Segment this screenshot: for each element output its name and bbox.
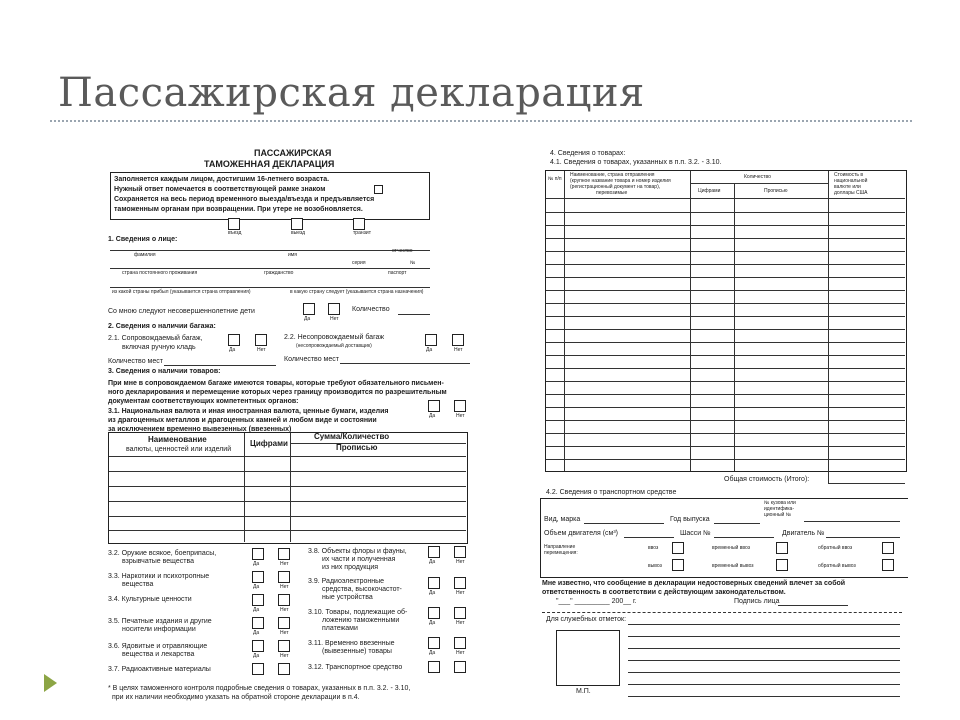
reexport-label: обратный вывоз xyxy=(818,563,856,569)
official-line[interactable] xyxy=(628,672,900,673)
goods-table xyxy=(545,170,907,472)
goods-table-row[interactable] xyxy=(546,446,905,447)
official-line[interactable] xyxy=(628,696,900,697)
goods-table-row[interactable] xyxy=(546,407,905,408)
temp-export-checkbox[interactable] xyxy=(776,559,788,571)
first-name-label: имя xyxy=(288,252,297,258)
item-3-2: 3.2. Оружие всякое, боеприпасы, xyxy=(108,550,217,557)
no-label: Нет xyxy=(280,630,289,636)
currency-text: за исключением временно вывезенных (ввезенных) xyxy=(108,426,292,433)
table-header-words: Прописью xyxy=(336,443,378,452)
table-row[interactable] xyxy=(109,486,466,487)
yes-label: Да xyxy=(253,584,260,590)
table-row[interactable] xyxy=(109,516,466,517)
transit-label: транзит xyxy=(353,230,371,236)
direction-label: Направление xyxy=(544,544,576,550)
instruction-line: Заполняется каждым лицом, достигшим 16-летнего возраста. xyxy=(114,176,330,183)
official-line[interactable] xyxy=(628,660,900,661)
item-yes-checkbox[interactable] xyxy=(428,546,440,558)
item-3-5: 3.5. Печатные издания и другие xyxy=(108,618,212,625)
section-4-1-heading: 4.1. Сведения о товарах, указанных в п.п. 3.2. - 3.10. xyxy=(550,159,722,166)
reexport-checkbox[interactable] xyxy=(882,559,894,571)
col-name-header: Наименование, страна отправления xyxy=(570,172,655,178)
yes-label: Да xyxy=(429,620,436,626)
residence-label: страна постоянного проживания xyxy=(122,270,198,276)
item-3-12: 3.12. Транспортное средство xyxy=(308,664,403,671)
yes-label: Да xyxy=(253,607,260,613)
goods-table-row[interactable] xyxy=(546,251,905,252)
engine-number-label: Двигатель № xyxy=(782,530,825,537)
form-header-line1: ПАССАЖИРСКАЯ xyxy=(254,148,332,158)
instruction-sample-box xyxy=(374,185,383,194)
baggage-unaccompanied-sub: (несопровождаемый доставщик) xyxy=(296,343,372,349)
col-value-header: национальной xyxy=(834,178,868,184)
item-no-checkbox[interactable] xyxy=(454,661,466,673)
official-marks-label: Для служебных отметок: xyxy=(546,616,627,623)
accompanied-yes-checkbox[interactable] xyxy=(228,334,240,346)
yes-label: Да xyxy=(253,653,260,659)
col-value-header: Стоимость в xyxy=(834,172,864,178)
vin-label: идентифика- xyxy=(764,506,794,512)
no-label: Нет xyxy=(456,590,465,596)
unaccompanied-no-checkbox[interactable] xyxy=(452,334,464,346)
goods-table-row[interactable] xyxy=(546,329,905,330)
instruction-line: таможенным органам при возвращении. При утере не возобновляется. xyxy=(114,206,363,213)
minors-no-checkbox[interactable] xyxy=(328,303,340,315)
reimport-label: обратный ввоз xyxy=(818,545,853,551)
declaration-back-page xyxy=(536,140,908,712)
section-3-text: При мне в сопровождаемом багаже имеются товары, которые требуют обязательного письмен- xyxy=(108,380,444,387)
goods-table-row[interactable] xyxy=(546,433,905,434)
accompanied-no-checkbox[interactable] xyxy=(255,334,267,346)
patronymic-label: отчество xyxy=(392,248,413,254)
col-value-header: валюте или xyxy=(834,184,861,190)
goods-table-row[interactable] xyxy=(546,420,905,421)
currency-no-checkbox[interactable] xyxy=(454,400,466,412)
official-line[interactable] xyxy=(628,636,900,637)
goods-table-row[interactable] xyxy=(546,225,905,226)
yes-label: Да xyxy=(253,561,260,567)
item-yes-checkbox[interactable] xyxy=(252,617,264,629)
entry-checkbox[interactable] xyxy=(228,218,240,230)
item-no-checkbox[interactable] xyxy=(454,637,466,649)
import-checkbox[interactable] xyxy=(672,542,684,554)
engine-number-field[interactable] xyxy=(826,537,900,538)
declaration-front-page xyxy=(104,140,476,712)
table-row[interactable] xyxy=(109,501,466,502)
cut-line xyxy=(542,612,902,613)
exit-label: выезд xyxy=(291,230,306,236)
instruction-line: Сохраняется на весь период временного выезда/въезда и предъявляется xyxy=(114,196,375,203)
goods-table-row[interactable] xyxy=(546,277,905,278)
entry-label: въезд xyxy=(228,230,242,236)
currency-yes-checkbox[interactable] xyxy=(428,400,440,412)
title-divider xyxy=(50,120,912,122)
export-label: вывоз xyxy=(648,563,662,569)
goods-table-row[interactable] xyxy=(546,342,905,343)
item-3-8-sub2: из них продукция xyxy=(322,564,379,571)
col-digits-header: Цифрами xyxy=(698,188,721,194)
chassis-label: Шасси № xyxy=(680,530,711,537)
yes-label: Да xyxy=(429,413,436,419)
yes-label: Да xyxy=(304,316,311,322)
vehicle-make-field[interactable] xyxy=(584,523,664,524)
official-line[interactable] xyxy=(628,684,900,685)
no-label: Нет xyxy=(456,413,465,419)
temp-import-label: временный ввоз xyxy=(712,545,751,551)
footnote-line: при их наличии необходимо указать на обратной стороне декларации в п.4. xyxy=(112,694,360,701)
engine-volume-field[interactable] xyxy=(624,537,674,538)
no-label: Нет xyxy=(257,347,266,353)
item-no-checkbox[interactable] xyxy=(454,607,466,619)
section-3-text: документам соответствующих компетентных органов: xyxy=(108,398,299,405)
reimport-checkbox[interactable] xyxy=(882,542,894,554)
footnote-line: * В целях таможенного контроля подробные сведения о товарах, указанных в п.п. 3.2. - 3.10, xyxy=(108,685,411,692)
item-yes-checkbox[interactable] xyxy=(252,548,264,560)
item-3-11-sub: (вывезенные) товары xyxy=(322,648,392,655)
item-3-2-sub: взрывчатые вещества xyxy=(122,558,194,565)
yes-label: Да xyxy=(229,347,236,353)
origin-country-label: из какой страны прибыл (указывается страна отправления) xyxy=(112,289,251,295)
col-value-header: доллары США xyxy=(834,190,868,196)
passport-line[interactable] xyxy=(110,268,430,269)
col-name-header: перевозимые xyxy=(596,190,628,196)
yes-label: Да xyxy=(426,347,433,353)
currency-text: из драгоценных металлов и драгоценных камней и любом виде и состоянии xyxy=(108,417,377,424)
vehicle-year-field[interactable] xyxy=(714,523,760,524)
no-label: Нет xyxy=(456,620,465,626)
instruction-line: Нужный ответ помечается в соответствующей рамке знаком xyxy=(114,186,326,193)
total-label: Общая стоимость (Итого): xyxy=(724,476,810,483)
signature-label: Подпись лица xyxy=(734,598,780,605)
col-name-header: (крупное название товара и номер изделия xyxy=(570,178,671,184)
item-3-9-sub: средства, высокочастот- xyxy=(322,586,402,593)
goods-table-row[interactable] xyxy=(546,459,905,460)
date-field[interactable]: "___" _________ 200__ г. xyxy=(556,598,637,605)
unaccompanied-yes-checkbox[interactable] xyxy=(425,334,437,346)
item-no-checkbox[interactable] xyxy=(278,617,290,629)
series-label: серия xyxy=(352,260,366,266)
liability-statement: Мне известно, что сообщение в декларации недостоверных сведений влечет за собой xyxy=(542,580,846,587)
col-number-header: № п/п xyxy=(548,176,562,182)
item-3-11: 3.11. Временно ввезенные xyxy=(308,640,395,647)
section-1-heading: 1. Сведения о лице: xyxy=(108,236,178,243)
item-yes-checkbox[interactable] xyxy=(428,577,440,589)
item-3-10-sub: ложению таможенными xyxy=(322,617,400,624)
minors-qty-label: Количество xyxy=(352,306,390,313)
route-line[interactable] xyxy=(110,287,430,288)
item-3-3-sub: вещества xyxy=(122,581,154,588)
item-3-5-sub: носители информации xyxy=(122,626,196,633)
stamp-box xyxy=(556,630,620,686)
item-yes-checkbox[interactable] xyxy=(252,640,264,652)
yes-label: Да xyxy=(429,650,436,656)
item-3-8: 3.8. Объекты флоры и фауны, xyxy=(308,548,407,555)
official-line[interactable] xyxy=(628,648,900,649)
minors-label: Со мною следуют несовершеннолетние дети xyxy=(108,308,255,315)
temp-export-label: временный вывоз xyxy=(712,563,754,569)
places-label: Количество мест xyxy=(108,358,163,365)
table-row[interactable] xyxy=(109,471,466,472)
item-3-4: 3.4. Культурные ценности xyxy=(108,596,192,603)
vin-field[interactable] xyxy=(804,521,900,522)
item-no-checkbox[interactable] xyxy=(278,594,290,606)
citizenship-label: гражданство xyxy=(264,270,294,276)
item-yes-checkbox[interactable] xyxy=(252,571,264,583)
item-3-8-sub: их части и полученная xyxy=(322,556,396,563)
yes-label: Да xyxy=(253,630,260,636)
vin-label: ционный № xyxy=(764,512,792,518)
yes-label: Да xyxy=(429,590,436,596)
item-3-6-sub: вещества и лекарства xyxy=(122,651,195,658)
no-label: Нет xyxy=(456,650,465,656)
table-header-digits: Цифрами xyxy=(250,439,288,448)
baggage-accompanied-label: 2.1. Сопровождаемый багаж, xyxy=(108,335,203,342)
bullet-arrow-icon xyxy=(44,674,57,692)
item-3-9-sub2: ные устройства xyxy=(322,594,373,601)
goods-table-row[interactable] xyxy=(546,381,905,382)
total-field[interactable] xyxy=(828,483,905,484)
form-header-line2: ТАМОЖЕННАЯ ДЕКЛАРАЦИЯ xyxy=(204,159,335,169)
col-words-header: Прописью xyxy=(764,188,788,194)
item-3-10-sub2: платежами xyxy=(322,625,358,632)
col-name-header: (регистрационный документ на товар), xyxy=(570,184,661,190)
section-3-text: ного декларирования и перемещение которых через границу производится по разрешительным xyxy=(108,389,447,396)
item-no-checkbox[interactable] xyxy=(278,663,290,675)
section-2-heading: 2. Сведения о наличии багажа: xyxy=(108,323,216,330)
col-qty-header: Количество xyxy=(744,174,771,180)
liability-statement: ответственность в соответствии с действующим законодательством. xyxy=(542,589,786,596)
places-field[interactable] xyxy=(164,365,276,366)
section-4-2-heading: 4.2. Сведения о транспортном средстве xyxy=(546,489,677,496)
item-no-checkbox[interactable] xyxy=(278,548,290,560)
goods-table-row[interactable] xyxy=(546,368,905,369)
table-header-name-sub: валюты, ценностей или изделий xyxy=(126,446,232,453)
direction-label: перемещения: xyxy=(544,550,578,556)
import-label: ввоз xyxy=(648,545,659,551)
item-yes-checkbox[interactable] xyxy=(252,663,264,675)
stamp-label: М.П. xyxy=(576,688,591,695)
section-4-heading: 4. Сведения о товарах: xyxy=(550,150,626,157)
item-yes-checkbox[interactable] xyxy=(428,637,440,649)
slide-title: Пассажирская декларация xyxy=(58,70,645,116)
baggage-accompanied-sub: включая ручную кладь xyxy=(122,344,196,351)
official-line[interactable] xyxy=(628,624,900,625)
item-no-checkbox[interactable] xyxy=(278,571,290,583)
baggage-unaccompanied-label: 2.2. Несопровождаемый багаж xyxy=(284,334,385,341)
vehicle-year-label: Год выпуска xyxy=(670,516,710,523)
person-name-line[interactable] xyxy=(110,250,430,251)
export-checkbox[interactable] xyxy=(672,559,684,571)
table-row[interactable] xyxy=(109,530,466,531)
item-3-7: 3.7. Радиоактивные материалы xyxy=(108,666,211,673)
item-yes-checkbox[interactable] xyxy=(428,607,440,619)
vehicle-make-label: Вид, марка xyxy=(544,516,581,523)
minors-yes-checkbox[interactable] xyxy=(303,303,315,315)
item-3-3: 3.3. Наркотики и психотропные xyxy=(108,573,210,580)
no-label: Нет xyxy=(280,584,289,590)
item-yes-checkbox[interactable] xyxy=(428,661,440,673)
item-no-checkbox[interactable] xyxy=(454,546,466,558)
surname-label: фамилия xyxy=(134,252,156,258)
goods-table-row[interactable] xyxy=(546,238,905,239)
item-3-6: 3.6. Ядовитые и отравляющие xyxy=(108,643,208,650)
section-3-heading: 3. Сведения о наличии товаров: xyxy=(108,368,221,375)
item-yes-checkbox[interactable] xyxy=(252,594,264,606)
goods-table-row[interactable] xyxy=(546,355,905,356)
goods-table-row[interactable] xyxy=(546,316,905,317)
temp-import-checkbox[interactable] xyxy=(776,542,788,554)
goods-table-row[interactable] xyxy=(546,303,905,304)
no-label: Нет xyxy=(330,316,339,322)
vin-label: № кузова или xyxy=(764,500,796,506)
exit-checkbox[interactable] xyxy=(291,218,303,230)
table-header-name: Наименование xyxy=(148,435,207,444)
places-label: Количество мест xyxy=(284,356,339,363)
goods-table-row[interactable] xyxy=(546,394,905,395)
destination-country-label: в какую страну следует (указывается страна назначения) xyxy=(290,289,424,295)
chassis-field[interactable] xyxy=(714,537,774,538)
item-no-checkbox[interactable] xyxy=(278,640,290,652)
transit-checkbox[interactable] xyxy=(353,218,365,230)
passport-label: паспорт xyxy=(388,270,407,276)
item-3-9: 3.9. Радиоэлектронные xyxy=(308,578,385,585)
goods-table-row[interactable] xyxy=(546,290,905,291)
goods-table-row[interactable] xyxy=(546,264,905,265)
engine-volume-label: Объем двигателя (см³) xyxy=(544,530,619,537)
no-label: Нет xyxy=(280,607,289,613)
no-label: Нет xyxy=(454,347,463,353)
minors-qty-field[interactable] xyxy=(398,314,430,315)
no-label: Нет xyxy=(456,559,465,565)
places-field[interactable] xyxy=(340,363,470,364)
item-no-checkbox[interactable] xyxy=(454,577,466,589)
goods-table-row[interactable] xyxy=(546,212,905,213)
table-header-amount: Сумма/Количество xyxy=(314,432,390,441)
signature-field[interactable] xyxy=(778,605,848,606)
no-label: Нет xyxy=(280,653,289,659)
item-3-10: 3.10. Товары, подлежащие об- xyxy=(308,609,408,616)
yes-label: Да xyxy=(429,559,436,565)
no-label: Нет xyxy=(280,561,289,567)
number-label: № xyxy=(410,260,416,266)
currency-text: 3.1. Национальная валюта и иная иностранная валюта, ценные бумаги, изделия xyxy=(108,408,389,415)
